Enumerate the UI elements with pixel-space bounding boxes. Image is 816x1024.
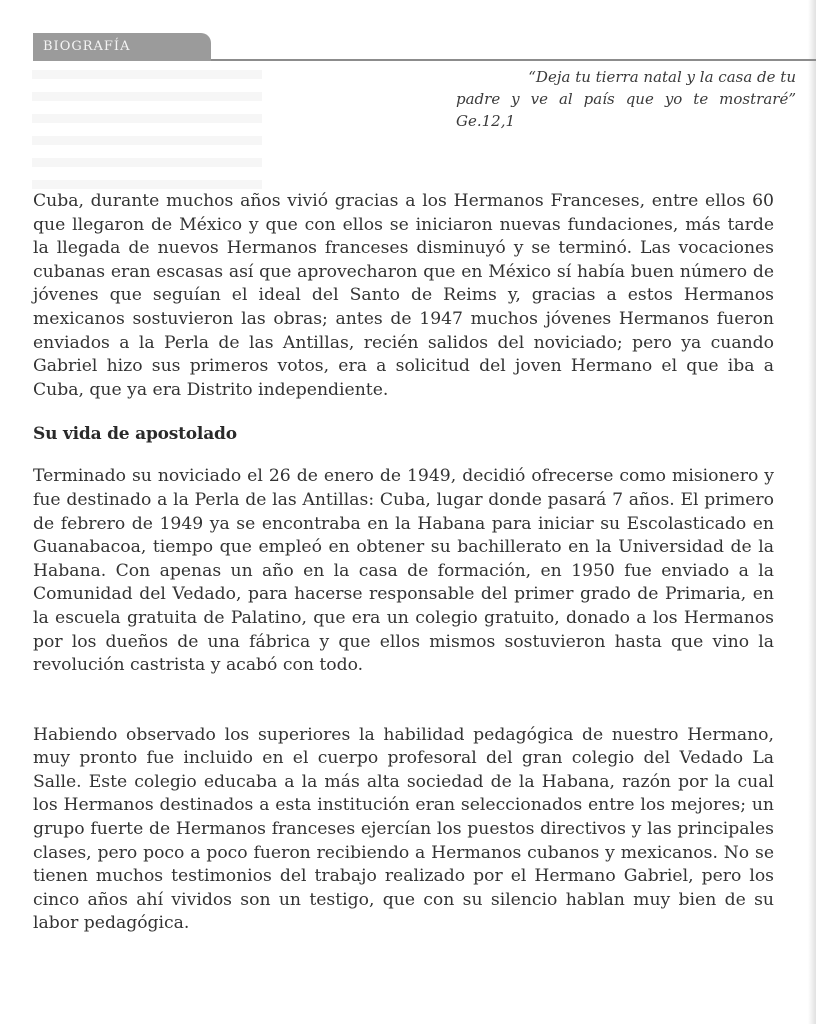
epigraph-reference: Ge.12,1 [456,112,516,130]
epigraph [456,66,796,132]
epigraph-line-2: padre y ve al país que yo te mostraré” [456,90,796,108]
body-paragraph-1: Cuba, durante muchos años vivió gracias a los Hermanos Franceses, entre ellos 60 que llegaron de México y que con ellos se iniciaron nuevas fundaciones, más tarde la llegada de nuevos Hermanos franceses disminuyó y se terminó. Las vocaciones cubanas eran escasas así que aprovecharon que en México sí había buen número de jóvenes que seguían el ideal del Santo de Reims y, gracias a estos Hermanos mexicanos sostuvieron las obras; antes de 1947 muchos jóvenes Hermanos fueron enviados a la Perla de las Antillas, recién salidos del noviciado; pero ya cuando Gabriel hizo sus primeros votos, era a solicitud del joven Hermano el que iba a Cuba, que ya era Distrito independiente. [33,191,774,400]
page-header [33,33,816,61]
body-paragraph-2: Terminado su noviciado el 26 de enero de 1949, decidió ofrecerse como misionero y fue destinado a la Perla de las Antillas: Cuba, lugar donde pasará 7 años. El primero de febrero de 1949 ya se encontraba en la Habana para iniciar su Escolasticado en Guanabacoa, tiempo que empleó en obtener su bachillerato en la Universidad de la Habana. Con apenas un año en la casa de formación, en 1950 fue enviado a la Comunidad del Vedado, para hacerse responsable del primer grado de Primaria, en la escuela gratuita de Palatino, que era un colegio gratuito, donado a los Hermanos por los dueños de una fábrica y que ellos mismos sostuvieron hasta que vino la revolución castrista y acabó con todo. [33,466,774,676]
epigraph-line-1: “Deja tu tierra natal y la casa de tu [528,68,796,86]
page-bleed-through [32,70,262,190]
body-paragraph-3: Habiendo observado los superiores la habilidad pedagógica de nuestro Hermano, muy pronto fue incluido en el cuerpo profesoral del gran colegio del Vedado La Salle. Este colegio educaba a la más alta sociedad de la Habana, razón por la cual los Hermanos destinados a esta institución eran seleccionados entre los mejores; un grupo fuerte de Hermanos franceses ejercían los puestos directivos y las principales clases, pero poco a poco fueron recibiendo a Hermanos cubanos y mexicanos. No se tienen muchos testimonios del trabajo realizado por el Hermano Gabriel, pero los cinco años ahí vividos son un testigo, que con su silencio hablan muy bien de su labor pedagógica. [33,724,774,934]
article-body [33,190,774,936]
header-rule [211,59,816,61]
section-subheading: Su vida de apostolado [33,424,237,445]
section-tab: BIOGRAFÍA [33,33,211,61]
page-edge-shadow [808,0,816,1024]
